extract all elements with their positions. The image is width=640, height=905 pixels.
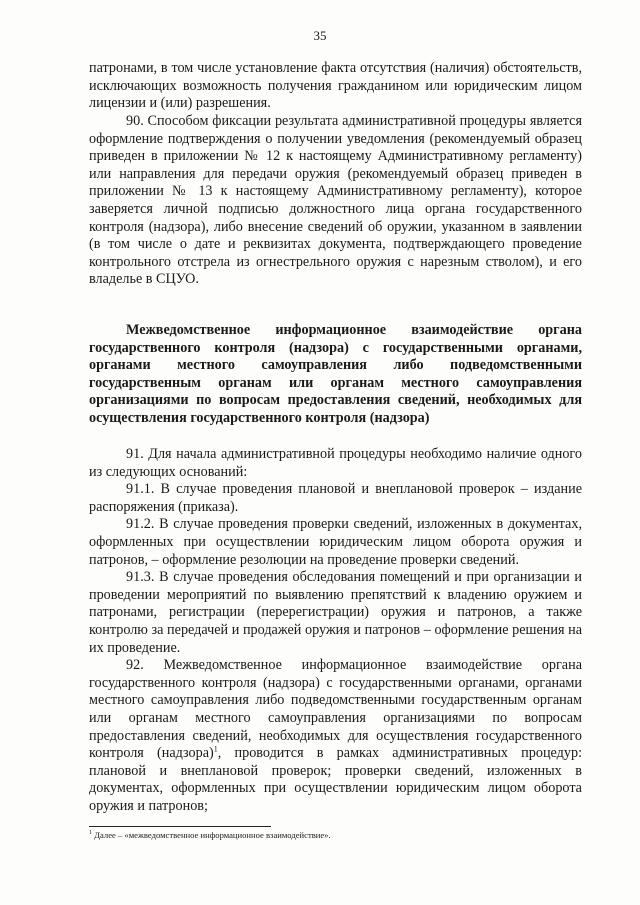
footnote-text: Далее – «межведомственное информационное взаимодействие». bbox=[92, 830, 331, 840]
paragraph-91-block bbox=[89, 446, 582, 815]
paragraph-91-1: 91.1. В случае проведения плановой и внеплановой проверок – издание распоряжения (приказа). bbox=[89, 481, 582, 515]
paragraph-92 bbox=[89, 657, 582, 815]
intro-paragraph: патронами, в том числе установление факта отсутствия (наличия) обстоятельств, исключающих возможность получения гражданином или юридическим лицом лицензии и (или) разрешения. bbox=[89, 60, 582, 112]
footnote-reference: 1 bbox=[213, 744, 218, 754]
paragraph-91: 91. Для начала административной процедуры необходимо наличие одного из следующих оснований: bbox=[89, 446, 582, 480]
paragraph-90-block bbox=[89, 113, 582, 289]
paragraph-92-continuation: , проводится в рамках административных процедур: плановой и внеплановой проверок; проверки сведений, изложенных в документах, оформленных при осуществлении юридическим лицом оборота оружия и патронов; bbox=[89, 745, 583, 814]
paragraph-92-text: 92. Межведомственное информационное взаимодействие органа государственного контроля (надзора) с государственными органами, органами местного самоуправления либо подведомственными государственным органам или органам местного самоуправления организациями по вопросам предоставления сведений, необходимых для осуществления государственного контроля (надзора) bbox=[89, 657, 582, 762]
page-number: 35 bbox=[313, 28, 327, 43]
footnote-separator bbox=[89, 826, 271, 827]
paragraph-91-2: 91.2. В случае проведения проверки сведений, изложенных в документах, оформленных при осуществлении юридическим лицом оборота оружия и патронов, – оформление резолюции на проведение проверки сведений. bbox=[89, 516, 582, 568]
footnote-mark: 1 bbox=[89, 830, 92, 837]
paragraph-91-3: 91.3. В случае проведения обследования помещений и при организации и проведении мероприятий по выявлению препятствий к владению оружием и патронами, регистрации (перерегистрации) оружия и патронов, а также контролю за передачей и продажей оружия и патронов – оформление решения на их проведение. bbox=[89, 569, 582, 656]
section-heading-block bbox=[89, 322, 582, 428]
paragraph-90: 90. Способом фиксации результата административной процедуры является оформление подтверждения о получении уведомления (рекомендуемый образец приведен в приложении № 12 к настоящему Административному регламенту) или направления для передачи оружия (рекомендуемый образец приведен в приложении № 13 к настоящему Административному регламенту), которое заверяется личной подписью должностного лица органа государственного контроля (надзора), либо внесение сведений об оружии, указанном в заявлении (в том числе о дате и реквизитах документа, подтверждающего проведение контрольного отстрела из огнестрельного оружия с нарезным стволом), и его владелье в СЦУО. bbox=[89, 113, 582, 288]
intro-paragraph-block bbox=[89, 60, 582, 113]
section-heading: Межведомственное информационное взаимодействие органа государственного контроля (надзора) с государственными органами, органами местного самоуправления либо подведомственными государственным органам или органам местного самоуправления организациями по вопросам предоставления сведений, необходимых для осуществления государственного контроля (надзора) bbox=[89, 322, 582, 426]
footnote bbox=[89, 830, 582, 841]
